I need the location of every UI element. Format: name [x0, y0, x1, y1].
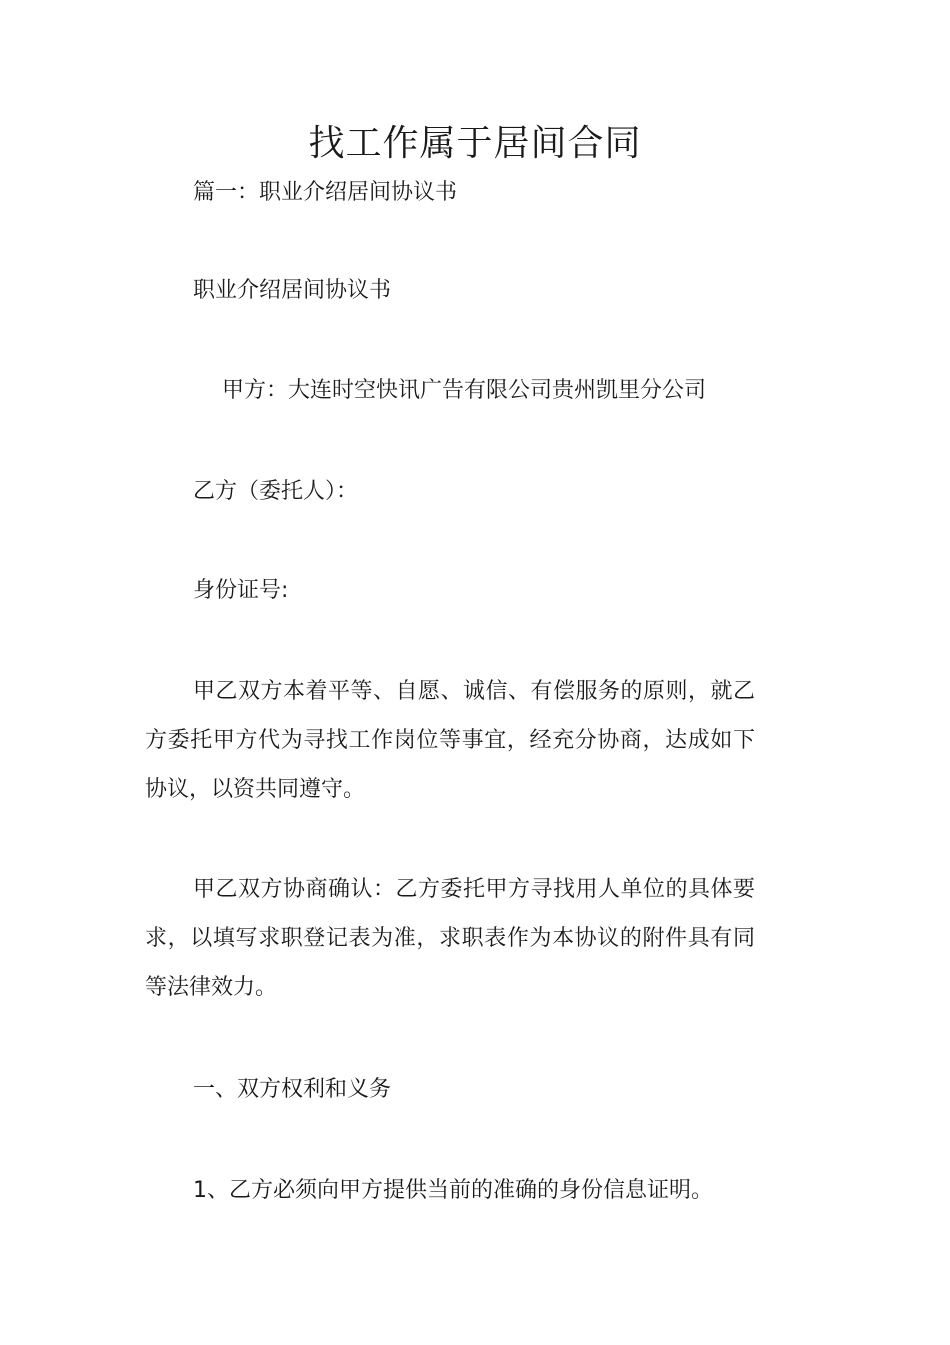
- section-heading: 篇一：职业介绍居间协议书: [193, 180, 458, 205]
- paragraph-principles: 甲乙双方本着平等、自愿、诚信、有偿服务的原则，就乙方委托甲方代为寻找工作岗位等事宜，经充分协商，达成如下协议，以资共同遵守。: [145, 679, 755, 802]
- heading-rights-obligations: 一、双方权利和义务: [193, 1077, 392, 1102]
- id-number-line: 身份证号:: [193, 578, 289, 603]
- paragraph-confirmation: 甲乙双方协商确认：乙方委托甲方寻找用人单位的具体要求，以填写求职登记表为准，求职表作为本协议的附件具有同等法律效力。: [145, 877, 755, 1000]
- agreement-subtitle: 职业介绍居间协议书: [193, 278, 392, 303]
- party-a-line: 甲方：大连时空快讯广告有限公司贵州凯里分公司: [222, 378, 707, 403]
- party-b-line: 乙方（委托人）：: [193, 479, 359, 504]
- document-title: 找工作属于居间合同: [308, 123, 642, 164]
- clause-item-1: 1、乙方必须向甲方提供当前的准确的身份信息证明。: [193, 1178, 713, 1203]
